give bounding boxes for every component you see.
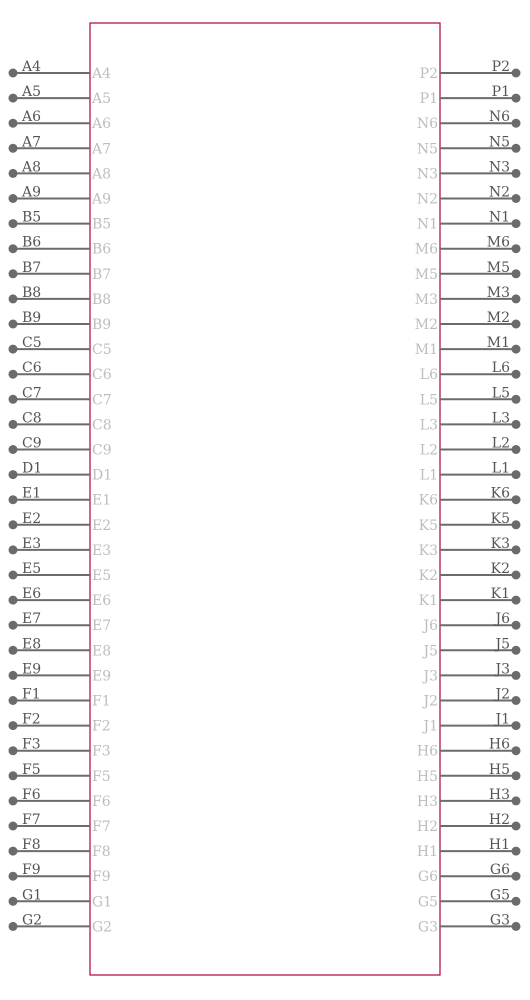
pin-terminal-dot: [9, 420, 18, 429]
pin-name-label: G5: [417, 894, 438, 911]
pin-name-label: F1: [92, 693, 111, 710]
pin-name-label: E1: [92, 492, 112, 509]
pin-terminal-dot: [512, 345, 521, 354]
pin-number-label: K6: [490, 485, 510, 502]
pin-name-label: F3: [92, 743, 111, 760]
pin-number-label: J1: [495, 711, 510, 728]
pin-terminal-dot: [9, 495, 18, 504]
pin-number-label: E7: [22, 611, 42, 628]
pin-terminal-dot: [512, 847, 521, 856]
pin-name-label: H3: [416, 793, 438, 810]
pin-name-label: H5: [416, 768, 438, 785]
pin-terminal-dot: [512, 294, 521, 303]
pin-name-label: D1: [92, 467, 113, 484]
pin-terminal-dot: [512, 721, 521, 730]
pin-number-label: B8: [22, 284, 42, 301]
pin-terminal-dot: [9, 244, 18, 253]
pin-terminal-dot: [512, 69, 521, 78]
pin-name-label: H2: [416, 819, 438, 835]
pin-name-label: F6: [92, 793, 111, 810]
pin-name-label: J5: [423, 643, 438, 660]
pin-number-label: M3: [486, 284, 510, 301]
pin-name-label: F9: [92, 869, 111, 886]
pin-number-label: L6: [491, 360, 510, 377]
pin-name-label: A6: [92, 116, 112, 133]
pin-terminal-dot: [512, 571, 521, 580]
pin-number-label: F2: [22, 711, 41, 728]
pin-number-label: J2: [495, 686, 510, 703]
pin-number-label: H5: [488, 761, 510, 778]
pin-name-label: J6: [423, 618, 438, 635]
pin-number-label: N2: [488, 184, 510, 201]
pin-name-label: A8: [92, 166, 112, 183]
pin-number-label: E3: [22, 535, 42, 552]
pin-name-label: L6: [419, 367, 438, 384]
pin-terminal-dot: [512, 320, 521, 329]
pin-name-label: E6: [92, 593, 112, 610]
pin-name-label: K3: [418, 542, 438, 559]
pin-name-label: C5: [92, 342, 112, 359]
pin-number-label: N1: [488, 209, 510, 226]
pin-name-label: P1: [419, 91, 438, 108]
pin-number-label: F1: [22, 686, 41, 703]
pin-number-label: L1: [491, 460, 510, 477]
pin-name-label: H1: [416, 844, 438, 861]
pin-terminal-dot: [9, 847, 18, 856]
pin-name-label: N1: [416, 216, 438, 233]
pin-name-label: P2: [419, 66, 438, 82]
pin-number-label: A6: [22, 109, 42, 126]
pin-name-label: B7: [92, 266, 112, 283]
pin-number-label: A5: [22, 84, 42, 101]
pin-number-label: M1: [486, 335, 510, 352]
pin-terminal-dot: [512, 746, 521, 755]
pin-name-label: N6: [416, 116, 438, 133]
pin-number-label: C8: [22, 410, 42, 427]
pin-terminal-dot: [512, 671, 521, 680]
pin-name-label: L2: [419, 442, 438, 459]
pin-terminal-dot: [9, 294, 18, 303]
pin-name-label: M1: [414, 342, 438, 359]
pin-name-label: C6: [92, 367, 112, 384]
pin-terminal-dot: [9, 671, 18, 680]
pin-terminal-dot: [512, 545, 521, 554]
pin-terminal-dot: [512, 696, 521, 705]
pin-name-label: F2: [92, 718, 111, 735]
pin-terminal-dot: [512, 495, 521, 504]
pin-terminal-dot: [9, 345, 18, 354]
pin-terminal-dot: [512, 470, 521, 479]
pin-number-label: J5: [495, 636, 510, 653]
pin-terminal-dot: [9, 219, 18, 228]
pin-name-label: N2: [416, 191, 438, 208]
pin-number-label: E9: [22, 661, 42, 678]
pin-name-label: B6: [92, 241, 112, 258]
pin-number-label: B5: [22, 209, 42, 226]
pin-number-label: K3: [490, 535, 510, 552]
pin-terminal-dot: [9, 370, 18, 379]
pin-name-label: E9: [92, 668, 112, 685]
pin-terminal-dot: [9, 571, 18, 580]
pin-number-label: L5: [491, 385, 510, 402]
pin-number-label: G3: [489, 912, 510, 929]
pin-number-label: M5: [486, 259, 510, 276]
pin-name-label: C9: [92, 442, 112, 459]
pin-terminal-dot: [512, 822, 521, 831]
pin-number-label: K2: [490, 561, 510, 577]
pin-name-label: N3: [416, 166, 438, 183]
pin-name-label: E7: [92, 618, 112, 635]
pin-terminal-dot: [512, 169, 521, 178]
pin-terminal-dot: [512, 520, 521, 529]
pin-terminal-dot: [9, 545, 18, 554]
pin-name-label: K5: [418, 517, 438, 534]
pin-number-label: J6: [495, 611, 510, 628]
pin-number-label: H1: [488, 837, 510, 854]
pin-terminal-dot: [9, 94, 18, 103]
pin-terminal-dot: [9, 796, 18, 805]
pin-terminal-dot: [512, 194, 521, 203]
pin-name-label: F8: [92, 844, 111, 861]
pin-number-label: N6: [488, 109, 510, 126]
pin-name-label: M3: [414, 291, 438, 308]
pin-number-label: M2: [486, 310, 510, 326]
pin-terminal-dot: [512, 269, 521, 278]
pin-terminal-dot: [512, 646, 521, 655]
pin-number-label: N5: [488, 134, 510, 151]
pin-terminal-dot: [9, 621, 18, 630]
pin-number-label: G1: [22, 887, 43, 904]
pin-terminal-dot: [9, 646, 18, 655]
pin-terminal-dot: [9, 596, 18, 605]
pin-terminal-dot: [512, 219, 521, 228]
pin-terminal-dot: [9, 445, 18, 454]
pin-name-label: E2: [92, 517, 112, 534]
pin-terminal-dot: [9, 395, 18, 404]
pin-name-label: E5: [92, 568, 112, 584]
pin-name-label: G1: [92, 894, 113, 911]
pin-name-label: L5: [419, 392, 438, 409]
pin-number-label: K1: [490, 586, 510, 603]
pin-name-label: J1: [423, 718, 438, 735]
pin-number-label: P2: [491, 59, 510, 75]
pin-name-label: E3: [92, 542, 112, 559]
pin-name-label: B8: [92, 291, 112, 308]
pin-name-label: J2: [423, 693, 438, 710]
pin-terminal-dot: [512, 119, 521, 128]
pin-number-label: F5: [22, 761, 41, 778]
pin-number-label: A4: [22, 59, 42, 75]
pin-number-label: H3: [488, 786, 510, 803]
component-body: [90, 23, 440, 975]
pin-name-label: C7: [92, 392, 112, 409]
pin-name-label: L1: [419, 467, 438, 484]
pin-name-label: M2: [414, 317, 438, 333]
pin-terminal-dot: [9, 696, 18, 705]
pin-number-label: P1: [491, 84, 510, 101]
pin-terminal-dot: [512, 420, 521, 429]
pin-number-label: E6: [22, 586, 42, 603]
pin-name-label: L3: [419, 417, 438, 434]
pin-name-label: F5: [92, 768, 111, 785]
pin-terminal-dot: [9, 922, 18, 931]
pin-terminal-dot: [9, 520, 18, 529]
pin-name-label: B9: [92, 317, 112, 333]
pin-number-label: C9: [22, 435, 42, 452]
pin-terminal-dot: [9, 119, 18, 128]
pin-number-label: L3: [491, 410, 510, 427]
pin-terminal-dot: [512, 897, 521, 906]
pin-number-label: F6: [22, 786, 41, 803]
pin-number-label: A9: [22, 184, 42, 201]
pin-name-label: J3: [423, 668, 438, 685]
pin-number-label: M6: [486, 234, 510, 251]
pin-number-label: A7: [22, 134, 42, 151]
pin-number-label: G6: [489, 862, 510, 879]
pin-number-label: N3: [488, 159, 510, 176]
pin-name-label: M6: [414, 241, 438, 258]
pin-terminal-dot: [9, 194, 18, 203]
pin-name-label: G3: [417, 919, 438, 936]
pin-name-label: A5: [92, 91, 112, 108]
pin-terminal-dot: [512, 144, 521, 153]
pin-terminal-dot: [9, 872, 18, 881]
pin-terminal-dot: [512, 771, 521, 780]
pin-number-label: E1: [22, 485, 42, 502]
pin-terminal-dot: [512, 796, 521, 805]
pin-number-label: G5: [489, 887, 510, 904]
pin-terminal-dot: [9, 269, 18, 278]
pin-name-label: A7: [92, 141, 112, 158]
pin-number-label: B6: [22, 234, 42, 251]
pin-terminal-dot: [9, 320, 18, 329]
pin-number-label: F3: [22, 736, 41, 753]
pin-name-label: H6: [416, 743, 438, 760]
pin-name-label: K6: [418, 492, 438, 509]
pin-number-label: G2: [22, 912, 43, 929]
pin-name-label: A4: [92, 66, 112, 82]
pin-terminal-dot: [512, 621, 521, 630]
pin-number-label: F8: [22, 837, 41, 854]
pin-terminal-dot: [9, 470, 18, 479]
pin-terminal-dot: [512, 922, 521, 931]
pin-number-label: E2: [22, 510, 42, 527]
pin-number-label: C7: [22, 385, 42, 402]
pin-name-label: M5: [414, 266, 438, 283]
pin-number-label: D1: [22, 460, 43, 477]
pin-number-label: F7: [22, 812, 41, 828]
pin-number-label: L2: [491, 435, 510, 452]
pin-terminal-dot: [9, 897, 18, 906]
pin-terminal-dot: [9, 822, 18, 831]
pin-name-label: F7: [92, 819, 111, 835]
pin-name-label: B5: [92, 216, 112, 233]
pin-terminal-dot: [512, 596, 521, 605]
pin-name-label: A9: [92, 191, 112, 208]
pin-terminal-dot: [9, 144, 18, 153]
pin-name-label: G2: [92, 919, 113, 936]
pin-name-label: G6: [417, 869, 438, 886]
pin-number-label: H2: [488, 812, 510, 828]
pin-number-label: A8: [22, 159, 42, 176]
pin-name-label: K2: [418, 568, 438, 584]
pin-terminal-dot: [9, 721, 18, 730]
pin-name-label: N5: [416, 141, 438, 158]
pin-terminal-dot: [512, 244, 521, 253]
pin-name-label: C8: [92, 417, 112, 434]
pin-name-label: E8: [92, 643, 112, 660]
pin-name-label: K1: [418, 593, 438, 610]
pin-terminal-dot: [512, 395, 521, 404]
pin-number-label: B9: [22, 310, 42, 326]
pin-terminal-dot: [512, 370, 521, 379]
pin-terminal-dot: [9, 169, 18, 178]
pin-terminal-dot: [512, 94, 521, 103]
pin-number-label: E8: [22, 636, 42, 653]
pin-number-label: J3: [495, 661, 510, 678]
pin-number-label: K5: [490, 510, 510, 527]
pin-number-label: F9: [22, 862, 41, 879]
pin-number-label: B7: [22, 259, 42, 276]
pin-number-label: H6: [488, 736, 510, 753]
pin-terminal-dot: [512, 872, 521, 881]
pin-terminal-dot: [9, 771, 18, 780]
pin-terminal-dot: [9, 69, 18, 78]
pin-terminal-dot: [9, 746, 18, 755]
pin-number-label: C5: [22, 335, 42, 352]
pin-terminal-dot: [512, 445, 521, 454]
pin-number-label: E5: [22, 561, 42, 577]
pin-number-label: C6: [22, 360, 42, 377]
